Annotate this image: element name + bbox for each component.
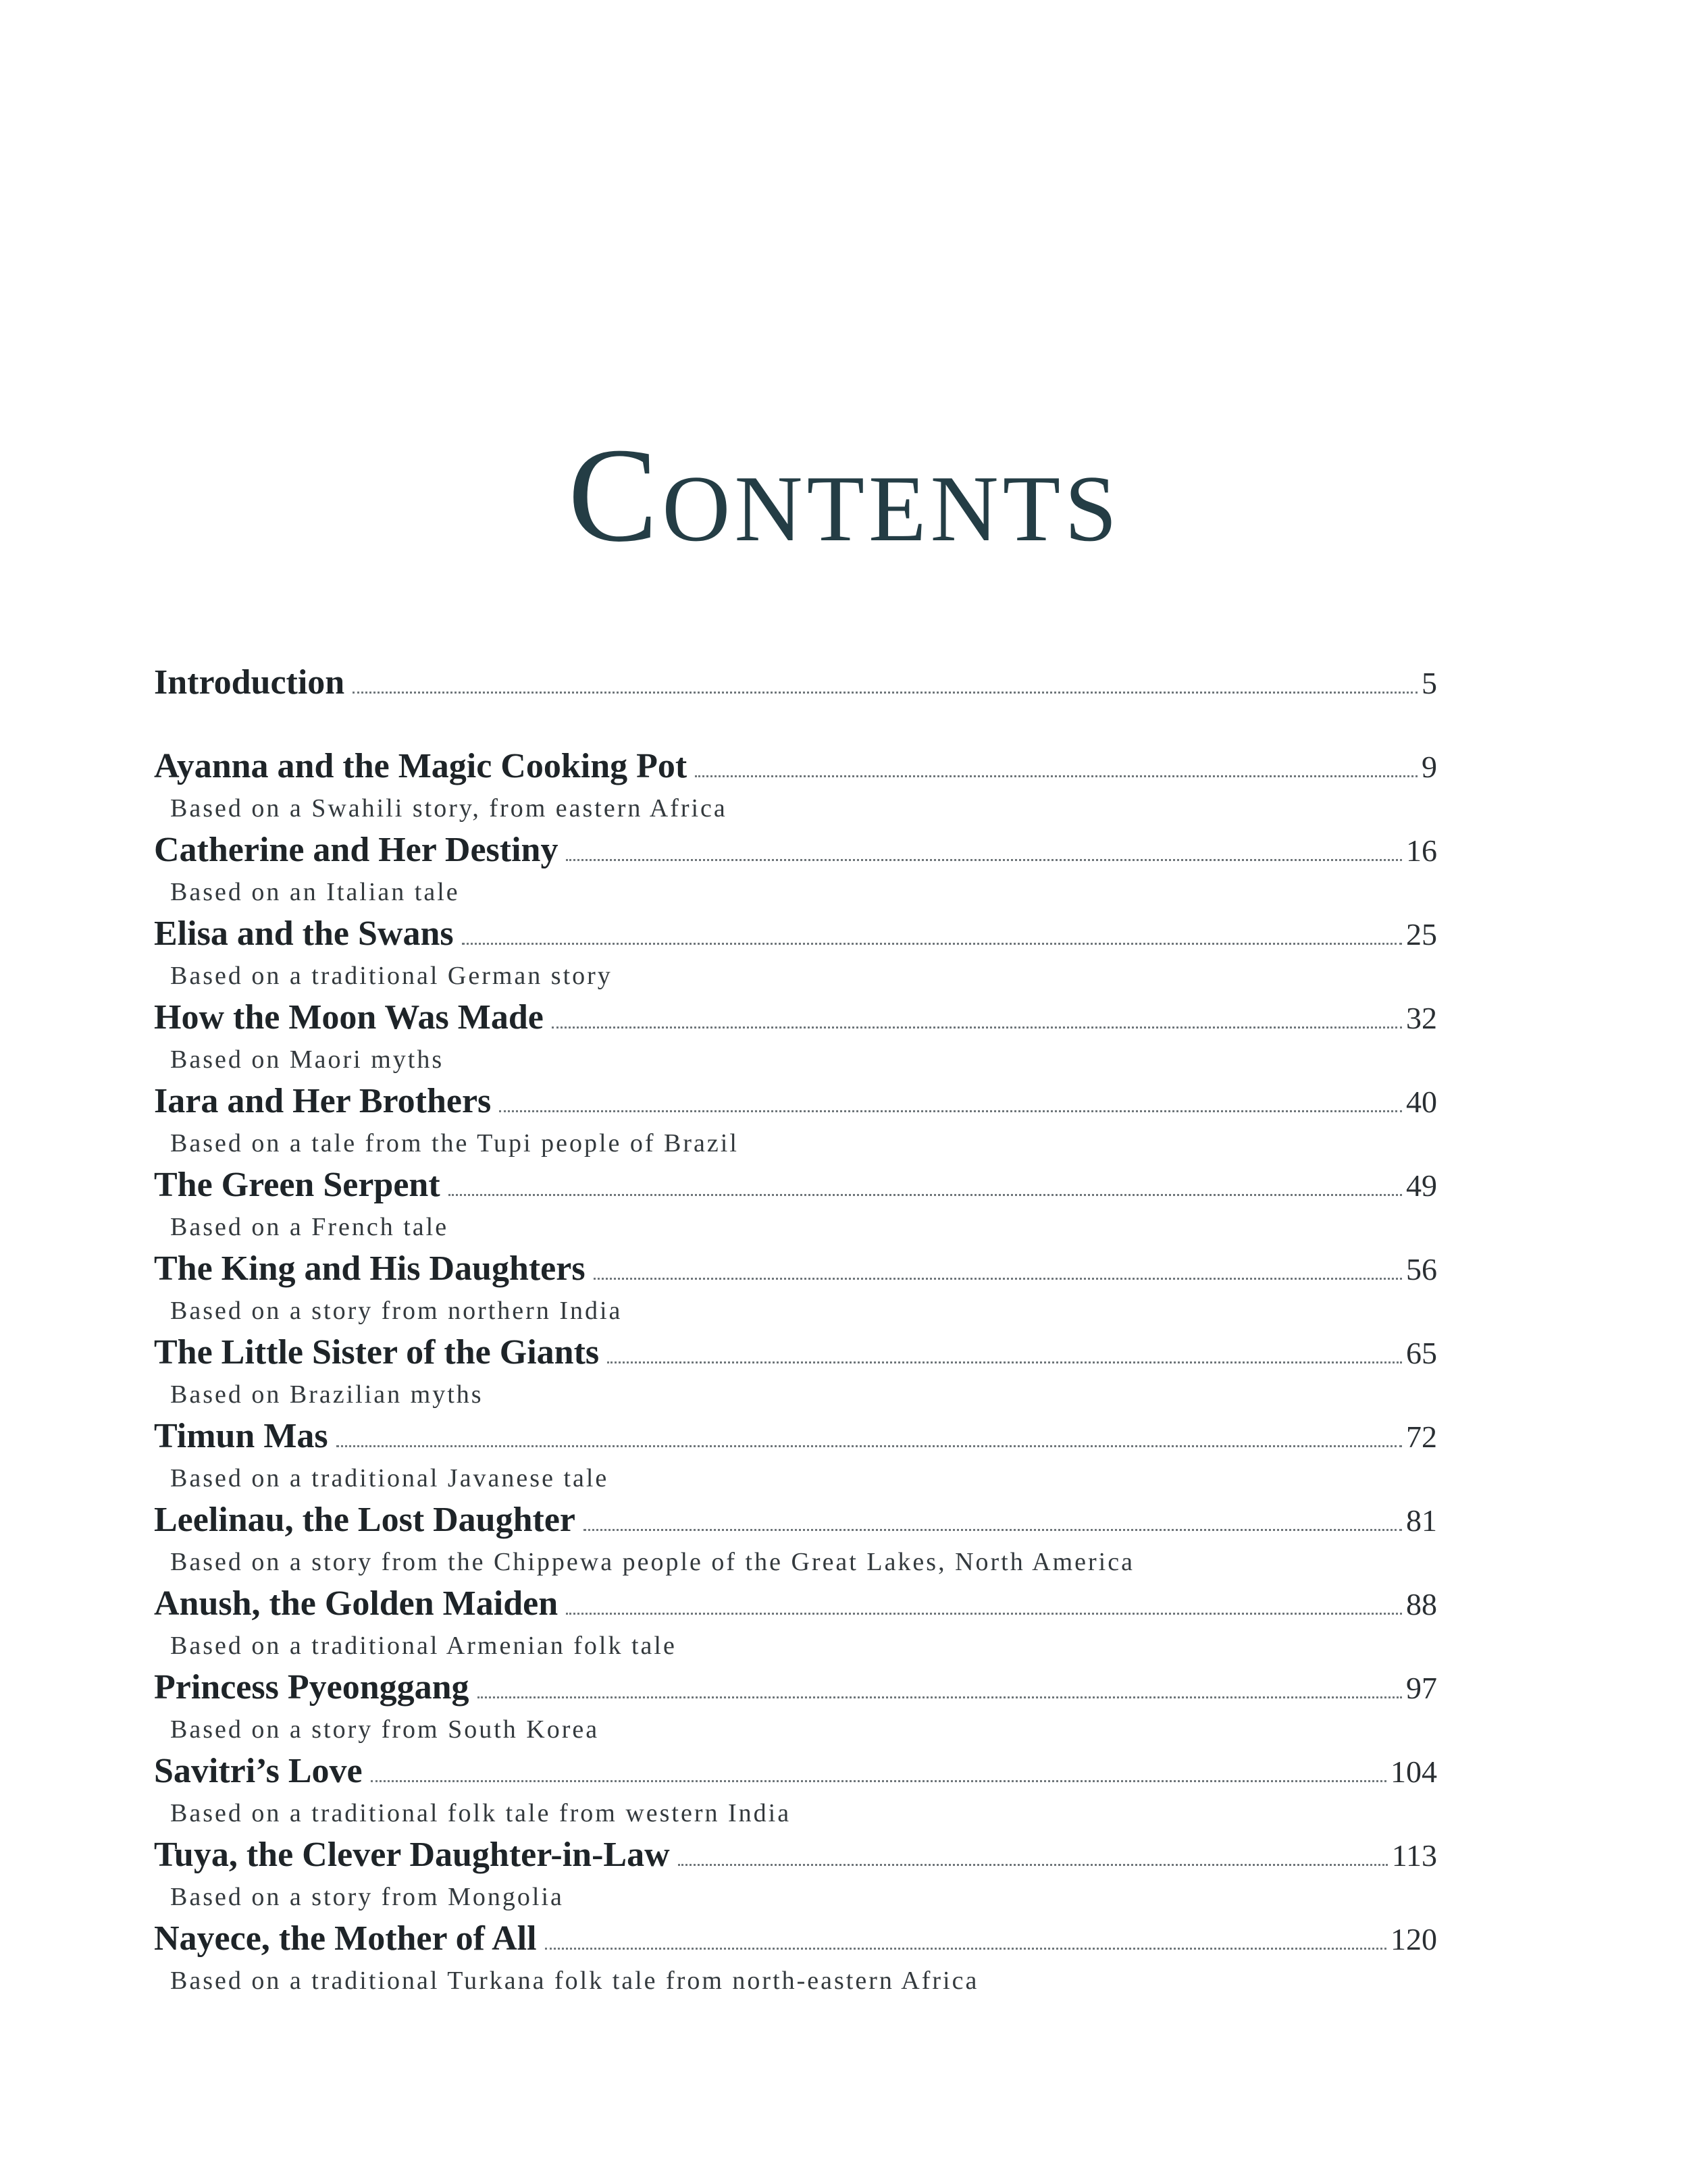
toc-entry-title: The King and His Daughters: [154, 1249, 586, 1288]
dot-leader: [607, 1361, 1402, 1363]
toc-entry: [154, 1750, 1437, 1834]
toc-entry-title: Anush, the Golden Maiden: [154, 1584, 558, 1623]
toc-page-number: 65: [1406, 1336, 1437, 1370]
toc-line: [154, 1332, 1437, 1374]
dot-leader: [462, 943, 1402, 945]
toc-entry-source: Based on an Italian tale: [170, 878, 460, 906]
toc-entry: [154, 997, 1437, 1081]
toc-entry-source: Based on Brazilian myths: [170, 1380, 484, 1409]
toc-line: [154, 829, 1437, 871]
toc-page-number: 81: [1406, 1503, 1437, 1538]
toc-page-number: 16: [1406, 833, 1437, 868]
toc-entry-source: Based on a traditional folk tale from western India: [170, 1799, 791, 1827]
toc-entry: [154, 1415, 1437, 1499]
toc-line: [154, 1415, 1437, 1457]
toc-entry-title: Leelinau, the Lost Daughter: [154, 1501, 575, 1539]
dot-leader: [583, 1529, 1402, 1531]
toc-entry: [154, 1834, 1437, 1918]
toc-entry: [154, 829, 1437, 913]
toc-entry-title: Savitri’s Love: [154, 1752, 363, 1790]
dot-leader: [336, 1445, 1402, 1447]
toc-page-number: 113: [1391, 1838, 1437, 1873]
dot-leader: [545, 1948, 1386, 1950]
toc-entry-source: Based on a story from the Chippewa people of the Great Lakes, North America: [170, 1548, 1135, 1576]
toc-page-number: 9: [1422, 750, 1437, 784]
toc-line: [154, 1081, 1437, 1122]
toc-entry-source: Based on a tale from the Tupi people of Brazil: [170, 1129, 739, 1158]
toc-line: [154, 1248, 1437, 1290]
dot-leader: [477, 1696, 1402, 1698]
toc-entry: [154, 913, 1437, 997]
toc-line: [154, 913, 1437, 955]
toc-entry: [154, 1583, 1437, 1667]
toc-entry-source: Based on a story from Mongolia: [170, 1883, 564, 1911]
toc-entry-title: Princess Pyeonggang: [154, 1668, 469, 1707]
dot-leader: [566, 1613, 1402, 1615]
toc-entry: [154, 1667, 1437, 1750]
toc-entry-title: Ayanna and the Magic Cooking Pot: [154, 747, 687, 785]
dot-leader: [371, 1780, 1386, 1782]
toc-line: [154, 1164, 1437, 1206]
toc-entry-title: Nayece, the Mother of All: [154, 1919, 537, 1958]
dot-leader: [695, 775, 1418, 777]
page-title: Contents: [567, 421, 1122, 570]
toc-line: [154, 1667, 1437, 1709]
toc-line: [154, 662, 1437, 704]
toc-page-number: 104: [1391, 1754, 1437, 1789]
dot-leader: [448, 1194, 1402, 1196]
toc-entry-title: Elisa and the Swans: [154, 914, 454, 953]
toc-line: [154, 997, 1437, 1039]
toc-line: [154, 1834, 1437, 1876]
toc-line: [154, 746, 1437, 787]
toc-entry: [154, 1332, 1437, 1415]
toc-page-number: 56: [1406, 1252, 1437, 1286]
toc-entry-introduction: [154, 662, 1437, 704]
toc-entry: [154, 1499, 1437, 1583]
toc-page-number: 32: [1406, 1001, 1437, 1035]
toc-page-number: 25: [1406, 917, 1437, 952]
toc-entry-source: Based on a story from northern India: [170, 1297, 623, 1325]
toc-line: [154, 1583, 1437, 1625]
toc-entry: [154, 1164, 1437, 1248]
toc-page-number: 5: [1422, 666, 1437, 700]
dot-leader: [353, 692, 1418, 694]
toc-page-number: 72: [1406, 1420, 1437, 1454]
toc-line: [154, 1750, 1437, 1792]
toc-entry-source: Based on a traditional German story: [170, 962, 613, 990]
toc-entry-title: How the Moon Was Made: [154, 998, 544, 1037]
toc-entry-source: Based on a traditional Turkana folk tale from north-eastern Africa: [170, 1967, 979, 1995]
toc-entry-source: Based on a traditional Javanese tale: [170, 1464, 609, 1492]
toc-entry-source: Based on a traditional Armenian folk tale: [170, 1632, 677, 1660]
toc-page-number: 97: [1406, 1671, 1437, 1705]
toc-entry-title: Timun Mas: [154, 1417, 328, 1455]
toc-entry-title: Catherine and Her Destiny: [154, 831, 558, 869]
toc-entry-title: Introduction: [154, 663, 345, 702]
toc-entry-source: Based on Maori myths: [170, 1045, 444, 1074]
toc-entry-source: Based on a Swahili story, from eastern Africa: [170, 794, 727, 823]
dot-leader: [594, 1278, 1402, 1280]
toc-entry: [154, 1918, 1437, 2002]
toc-entry-source: Based on a story from South Korea: [170, 1715, 600, 1744]
toc-entry-title: The Little Sister of the Giants: [154, 1333, 600, 1372]
toc-line: [154, 1499, 1437, 1541]
dot-leader: [499, 1110, 1402, 1112]
toc-entry: [154, 746, 1437, 829]
toc-entry-title: Tuya, the Clever Daughter-in-Law: [154, 1836, 670, 1874]
toc-page-number: 120: [1391, 1922, 1437, 1956]
toc-entries: [154, 746, 1437, 2002]
dot-leader: [678, 1864, 1388, 1866]
toc-page-number: 40: [1406, 1085, 1437, 1119]
toc-entry: [154, 1248, 1437, 1332]
toc-entry: [154, 1081, 1437, 1164]
toc-entry-title: Iara and Her Brothers: [154, 1082, 492, 1120]
dot-leader: [566, 859, 1402, 861]
table-of-contents: [154, 662, 1437, 2002]
toc-line: [154, 1918, 1437, 1960]
toc-entry-title: The Green Serpent: [154, 1166, 440, 1204]
toc-entry-source: Based on a French tale: [170, 1213, 449, 1241]
dot-leader: [552, 1026, 1402, 1029]
toc-page-number: 88: [1406, 1587, 1437, 1621]
toc-page-number: 49: [1406, 1168, 1437, 1203]
